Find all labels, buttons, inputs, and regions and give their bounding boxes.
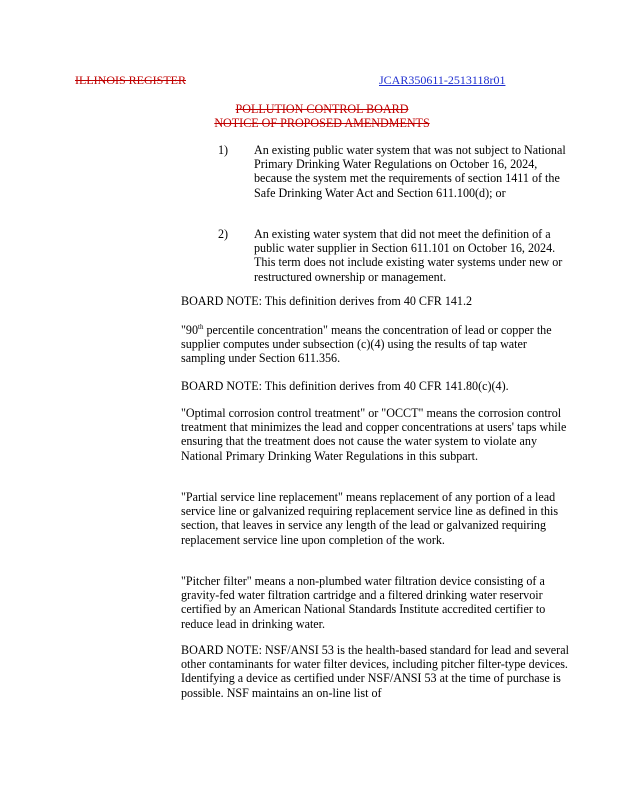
board-note: BOARD NOTE: This definition derives from 40 CFR 141.80(c)(4). [181, 379, 509, 393]
agency-title: POLLUTION CONTROL BOARD [235, 102, 409, 116]
definition-body: percentile concentration" means the concentration of lead or copper the supplier computes under subsection (c)(4) using the results of tap water sampling under Section 611.356. [181, 323, 552, 366]
board-note: BOARD NOTE: NSF/ANSI 53 is the health-based standard for lead and several other contaminants for water filter devices, including pitcher filter-type devices. Identifying a device as certified under NSF/ANSI 53 at the time of purchase is possible. NSF maintains an on-line list of [181, 643, 569, 700]
register-header: ILLINOIS REGISTER [75, 73, 186, 87]
list-item-number: 1) [218, 143, 229, 157]
definition-occt: "Optimal corrosion control treatment" or "OCCT" means the corrosion control treatment that minimizes the lead and copper concentrations at users' taps while ensuring that the treatment does not cause the water system to violate any National Primary Drinking Water Regulations in this subpart. [181, 406, 567, 463]
notice-title: NOTICE OF PROPOSED AMENDMENTS [214, 116, 430, 130]
definition-term: "90 [181, 323, 199, 337]
ordinal-superscript: th [198, 322, 204, 331]
list-item-text: An existing public water system that was not subject to National Primary Drinking Water Regulations on October 16, 2024, because the system met the requirements of section 1411 of the Safe Drinking Water Act and Section 611.100(d); or [254, 143, 566, 200]
list-item-number: 2) [218, 227, 229, 241]
board-note: BOARD NOTE: This definition derives from 40 CFR 141.2 [181, 294, 473, 308]
list-item-text: An existing water system that did not meet the definition of a public water supplier in Section 611.101 on October 16, 2024. This term does not include existing water systems under new or restructured ownership or management. [254, 227, 563, 284]
definition-90th-percentile [181, 323, 574, 366]
definition-partial-replacement: "Partial service line replacement" means replacement of any portion of a lead service line or galvanized requiring replacement service line as defined in this section, that leaves in service any length of the lead or galvanized requiring replacement service line upon completion of the work. [181, 490, 559, 547]
document-id-header: JCAR350611-2513118r01 [379, 73, 506, 87]
definition-pitcher-filter: "Pitcher filter" means a non-plumbed water filtration device consisting of a gravity-fed water filtration cartridge and a filtered drinking water reservoir certified by an American National Standards Institute accredited certifier to reduce lead in drinking water. [181, 574, 546, 631]
